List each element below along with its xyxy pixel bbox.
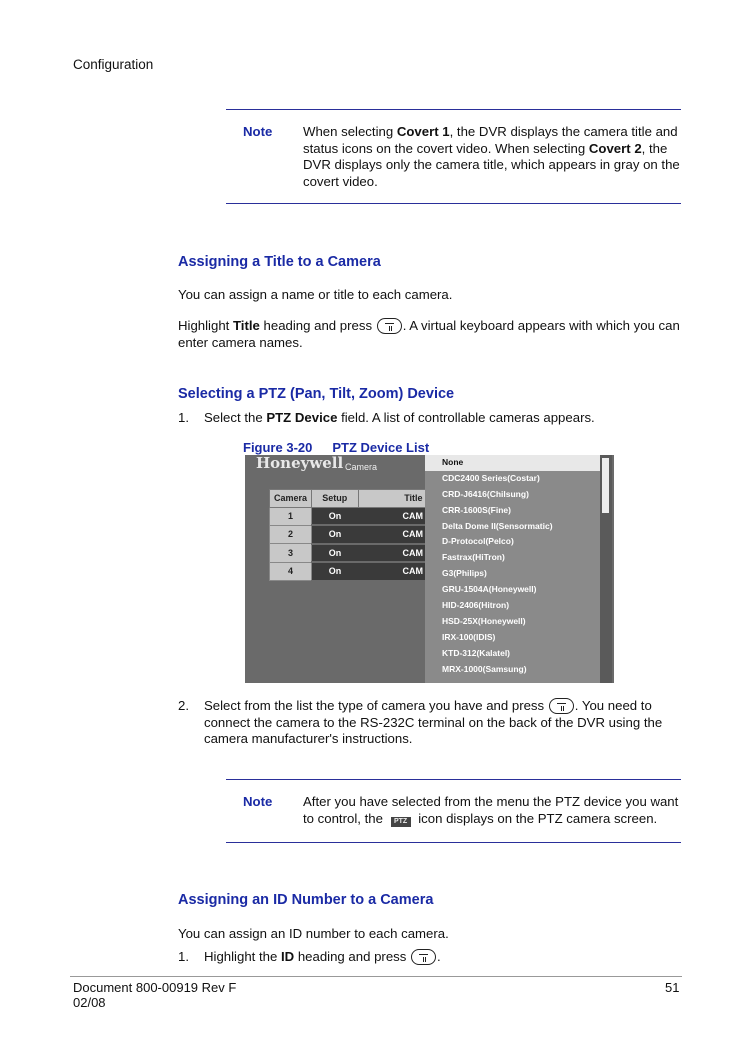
note-label: Note — [243, 124, 273, 139]
paragraph: You can assign a name or title to each camera. — [178, 287, 453, 302]
ptz-option[interactable]: HID-2406(Hitron) — [442, 600, 510, 611]
table-row[interactable]: 3 On CAM — [270, 544, 428, 563]
paragraph: Highlight Title heading and press . A virtual keyboard appears with which you can enter camera names. — [178, 318, 680, 350]
enter-button-icon — [549, 698, 574, 714]
list-number: 1. — [178, 410, 189, 425]
running-header: Configuration — [73, 57, 154, 72]
list-item: Highlight the ID heading and press . — [204, 949, 441, 964]
ptz-option[interactable]: KTD-312(Kalatel) — [442, 647, 511, 658]
note-text: When selecting Covert 1, the DVR displays the camera title and status icons on the covert video. When selecting Covert 2, the DVR displays only the camera title, which appears in gray on the covert video. — [303, 124, 680, 189]
list-item: Select the PTZ Device field. A list of controllable cameras appears. — [204, 410, 595, 425]
section-heading-ptz: Selecting a PTZ (Pan, Tilt, Zoom) Device — [178, 386, 455, 402]
ptz-option[interactable]: G3(Philips) — [442, 568, 487, 579]
ptz-option[interactable]: CRD-J6416(Chilsung) — [442, 488, 529, 499]
ptz-option[interactable]: None — [425, 455, 600, 471]
ptz-option[interactable]: HSD-25X(Honeywell) — [442, 615, 526, 626]
column-header-camera: Camera — [270, 490, 312, 508]
note-box — [226, 779, 681, 843]
scrollbar-thumb[interactable] — [602, 458, 609, 513]
column-header-title: Title — [358, 490, 427, 508]
list-number: 2. — [178, 698, 189, 713]
camera-table — [269, 489, 428, 582]
ptz-icon: PTZ — [391, 817, 411, 827]
figure-title: PTZ Device List — [332, 440, 430, 455]
enter-button-icon — [411, 949, 436, 965]
note-label: Note — [243, 794, 273, 809]
ptz-option[interactable]: Delta Dome II(Sensormatic) — [442, 520, 553, 531]
footer-doc-info: Document 800-00919 Rev F 02/08 — [73, 980, 237, 1010]
footer-rule — [70, 976, 682, 977]
menu-title: Camera — [345, 462, 378, 472]
list-item: Select from the list the type of camera you have and press . You need to connect the camera to the RS-232C terminal on the back of the DVR using the camera manufacturer's instructions. — [204, 698, 663, 746]
section-heading-title: Assigning a Title to a Camera — [178, 254, 381, 270]
note-text: After you have selected from the menu the PTZ device you want to control, the PTZ icon displays on the PTZ camera screen. — [303, 794, 679, 826]
honeywell-logo: Honeywell — [256, 455, 344, 472]
page-number: 51 — [665, 980, 680, 995]
section-heading-id: Assigning an ID Number to a Camera — [178, 892, 434, 908]
ptz-option[interactable]: CRR-1600S(Fine) — [442, 504, 511, 515]
ptz-option[interactable]: Fastrax(HiTron) — [442, 552, 505, 563]
ptz-option[interactable]: MRX-1000(Samsung) — [442, 663, 527, 674]
ptz-device-list-screenshot — [245, 455, 614, 683]
table-row[interactable]: 2 On CAM — [270, 525, 428, 544]
figure-number: Figure 3-20 — [243, 440, 313, 455]
ptz-option[interactable]: GRU-1504A(Honeywell) — [442, 584, 537, 595]
list-number: 1. — [178, 949, 189, 964]
ptz-option[interactable]: IRX-100(IDIS) — [442, 631, 496, 642]
paragraph: You can assign an ID number to each camera. — [178, 926, 449, 941]
table-row[interactable]: 4 On CAM — [270, 562, 428, 581]
ptz-option[interactable]: CDC2400 Series(Costar) — [442, 472, 540, 483]
table-row[interactable]: 1 On CAM — [270, 507, 428, 525]
note-box — [226, 109, 681, 204]
list-scrollbar[interactable] — [600, 455, 612, 683]
ptz-dropdown-list[interactable] — [425, 455, 600, 683]
column-header-setup: Setup — [312, 490, 359, 508]
enter-button-icon — [377, 318, 402, 334]
ptz-option[interactable]: D-Protocol(Pelco) — [442, 536, 514, 547]
